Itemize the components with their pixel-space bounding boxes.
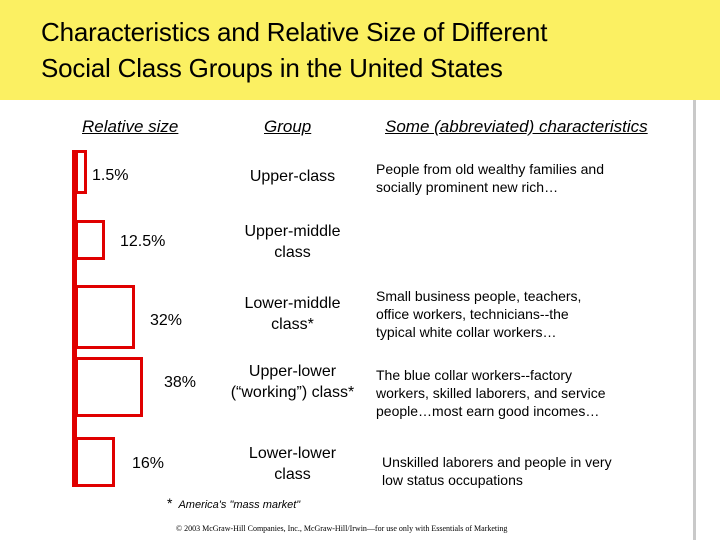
header-group: Group: [264, 117, 312, 136]
characteristics-line: Small business people, teachers,: [376, 288, 582, 304]
characteristics-line: typical white collar workers…: [376, 324, 557, 340]
title-band: [0, 0, 720, 100]
characteristics-line: people…most earn good incomes…: [376, 403, 600, 419]
characteristics-line: Unskilled laborers and people in very: [382, 454, 612, 470]
group-line: Upper-class: [249, 168, 336, 185]
characteristics-lower-lower: [382, 453, 612, 489]
characteristics-line: low status occupations: [382, 472, 523, 488]
slide-title-line-2: Social Class Groups in the United States: [41, 53, 503, 83]
characteristics-line: The blue collar workers--factory: [376, 367, 573, 383]
group-upper-lower: [205, 361, 380, 403]
group-lower-middle: [225, 293, 360, 335]
size-box-lower-middle: [75, 285, 135, 349]
characteristics-line: workers, skilled laborers, and service: [376, 385, 606, 401]
pct-upper-lower: 38%: [164, 374, 197, 391]
group-line: Upper-lower: [248, 363, 337, 380]
footnote: [167, 495, 300, 511]
size-box-lower-lower: [75, 437, 115, 487]
group-upper-class: [225, 166, 360, 187]
group-line: class: [274, 244, 311, 261]
footnote-asterisk: *: [167, 495, 173, 511]
group-line: class: [274, 466, 311, 483]
characteristics-line: socially prominent new rich…: [376, 179, 559, 195]
characteristics-lower-middle: [376, 287, 581, 341]
footnote-text: America's "mass market": [178, 499, 301, 511]
size-box-upper-middle: [75, 220, 105, 260]
group-line: Upper-middle: [244, 223, 341, 240]
group-line: Lower-lower: [248, 445, 337, 462]
pct-upper-middle: 12.5%: [120, 233, 166, 250]
group-upper-middle: [225, 221, 360, 263]
characteristics-upper-lower: [376, 366, 606, 420]
size-box-upper-lower: [75, 357, 143, 417]
size-box-upper-class: [75, 150, 87, 194]
copyright-notice: © 2003 McGraw-Hill Companies, Inc., McGraw-Hill/Irwin—for use only with Essentials of Marketing: [176, 524, 508, 533]
header-relative-size: Relative size: [82, 117, 179, 136]
characteristics-line: office workers, technicians--the: [376, 306, 569, 322]
pct-lower-middle: 32%: [150, 312, 183, 329]
pct-upper-class: 1.5%: [92, 167, 129, 184]
slide-title-line-1: Characteristics and Relative Size of Different: [41, 17, 548, 47]
characteristics-line: People from old wealthy families and: [376, 161, 605, 177]
group-line: class*: [271, 316, 314, 333]
pct-lower-lower: 16%: [132, 455, 165, 472]
characteristics-upper-class: [376, 160, 604, 196]
group-line: Lower-middle: [244, 295, 341, 312]
group-line: (“working”) class*: [230, 384, 355, 401]
group-lower-lower: [225, 443, 360, 485]
header-characteristics: Some (abbreviated) characteristics: [385, 117, 648, 136]
